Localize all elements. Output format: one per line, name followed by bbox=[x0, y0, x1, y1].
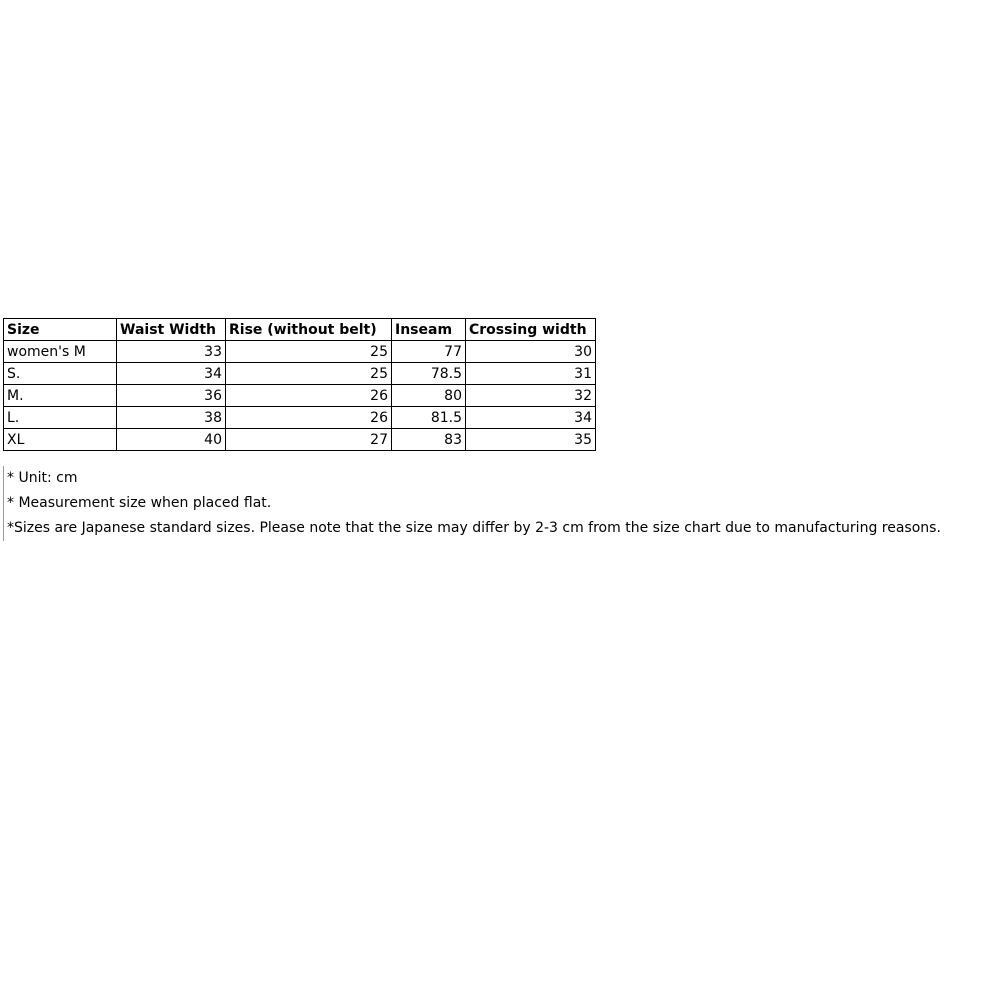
inseam-cell: 81.5 bbox=[392, 407, 466, 429]
header-row bbox=[4, 319, 596, 341]
note-unit: * Unit: cm bbox=[7, 470, 78, 486]
waist-cell: 38 bbox=[117, 407, 226, 429]
size-cell: women's M bbox=[4, 341, 117, 363]
crossing-cell: 34 bbox=[466, 407, 596, 429]
note-disclaimer: *Sizes are Japanese standard sizes. Please note that the size may differ by 2-3 cm from the size chart due to manufacturing reasons. bbox=[7, 520, 941, 536]
rise-cell: 26 bbox=[226, 407, 392, 429]
size-cell: XL bbox=[4, 429, 117, 451]
size-cell: S. bbox=[4, 363, 117, 385]
waist-cell: 40 bbox=[117, 429, 226, 451]
waist-cell: 36 bbox=[117, 385, 226, 407]
header-crossing-width: Crossing width bbox=[466, 319, 596, 341]
inseam-cell: 78.5 bbox=[392, 363, 466, 385]
waist-cell: 34 bbox=[117, 363, 226, 385]
size-notes bbox=[3, 466, 941, 541]
header-rise: Rise (without belt) bbox=[226, 319, 392, 341]
size-chart-table bbox=[3, 318, 596, 451]
rise-cell: 25 bbox=[226, 341, 392, 363]
table-row bbox=[4, 363, 596, 385]
header-size: Size bbox=[4, 319, 117, 341]
size-cell: M. bbox=[4, 385, 117, 407]
note-measurement: * Measurement size when placed flat. bbox=[7, 495, 272, 511]
table-row bbox=[4, 429, 596, 451]
table-row bbox=[4, 385, 596, 407]
inseam-cell: 80 bbox=[392, 385, 466, 407]
rise-cell: 26 bbox=[226, 385, 392, 407]
inseam-cell: 83 bbox=[392, 429, 466, 451]
table-row bbox=[4, 407, 596, 429]
rise-cell: 27 bbox=[226, 429, 392, 451]
size-cell: L. bbox=[4, 407, 117, 429]
crossing-cell: 31 bbox=[466, 363, 596, 385]
crossing-cell: 30 bbox=[466, 341, 596, 363]
header-inseam: Inseam bbox=[392, 319, 466, 341]
crossing-cell: 32 bbox=[466, 385, 596, 407]
rise-cell: 25 bbox=[226, 363, 392, 385]
header-waist-width: Waist Width bbox=[117, 319, 226, 341]
crossing-cell: 35 bbox=[466, 429, 596, 451]
inseam-cell: 77 bbox=[392, 341, 466, 363]
table-row bbox=[4, 341, 596, 363]
waist-cell: 33 bbox=[117, 341, 226, 363]
